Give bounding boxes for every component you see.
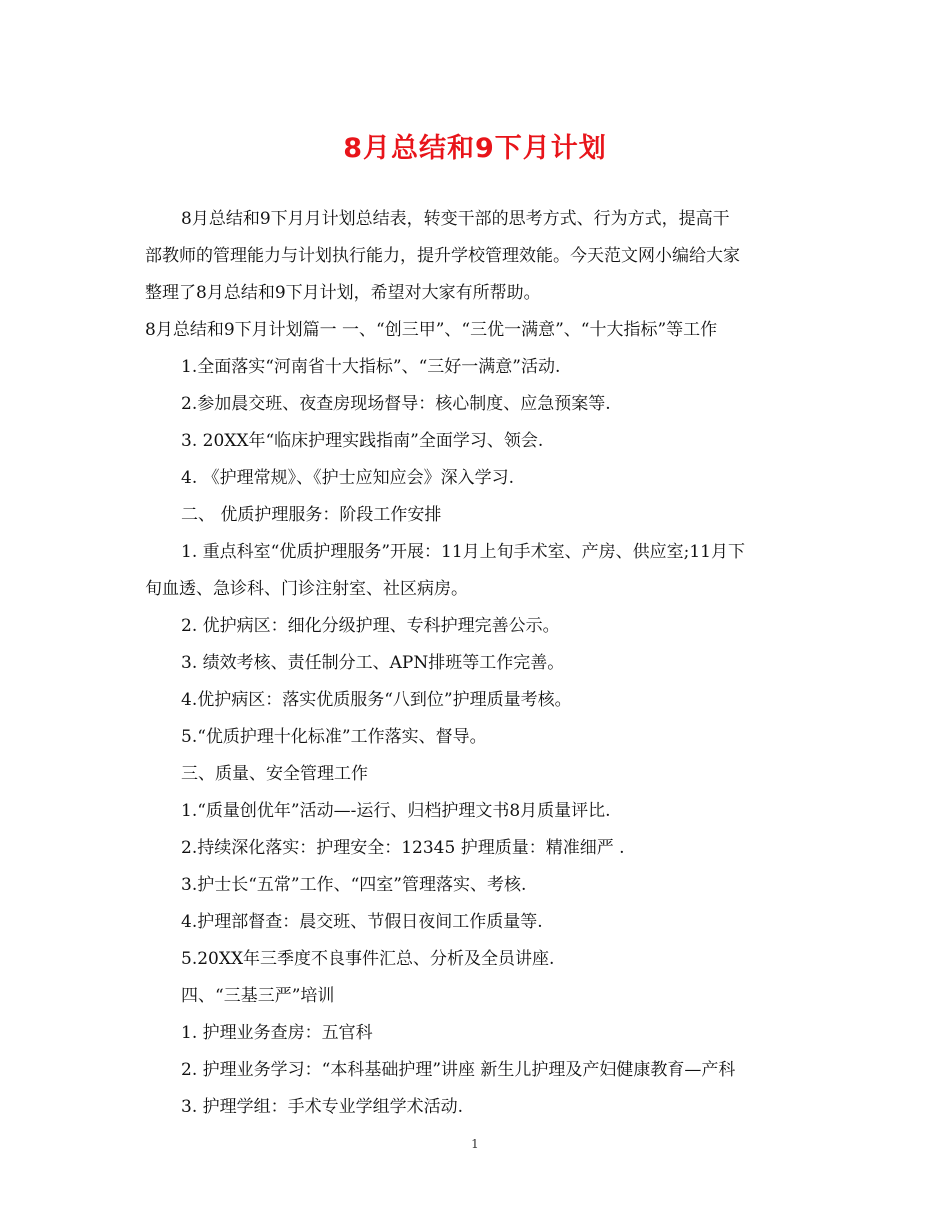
text-line: 8月总结和9下月计划篇一 一、“创三甲”、“三优一满意”、“十大指标”等工作 [145, 320, 718, 340]
text-line: 4. 《护理常规》、《护士应知应会》深入学习. [181, 468, 515, 488]
intro-line: 整理了8月总结和9下月计划，希望对大家有所帮助。 [145, 283, 541, 303]
document-title: 8月总结和9下月计划 [343, 133, 607, 164]
page-number: 1 [471, 1137, 479, 1151]
body-text [145, 312, 805, 1126]
text-line: 5.20XX年三季度不良事件汇总、分析及全员讲座. [181, 949, 555, 969]
text-line: 1.“质量创优年”活动—-运行、归档护理文书8月质量评比. [181, 801, 611, 821]
text-line: 2.持续深化落实：护理安全：12345 护理质量：精准细严 . [181, 838, 625, 858]
intro-paragraph [145, 201, 805, 312]
text-line: 3. 绩效考核、责任制分工、APN排班等工作完善。 [181, 653, 565, 673]
intro-line: 部教师的管理能力与计划执行能力，提升学校管理效能。今天范文网小编给大家 [145, 246, 740, 266]
text-line: 3. 护理学组：手术专业学组学术活动. [181, 1097, 464, 1117]
text-line: 旬血透、急诊科、门诊注射室、社区病房。 [145, 579, 468, 599]
text-line: 2.参加晨交班、夜查房现场督导：核心制度、应急预案等. [181, 394, 611, 414]
section-heading: 四、“三基三严”培训 [181, 986, 335, 1006]
text-line: 1.全面落实“河南省十大指标”、“三好一满意”活动. [181, 357, 561, 377]
text-line: 1. 重点科室“优质护理服务”开展：11月上旬手术室、产房、供应室;11月下 [181, 542, 745, 562]
text-line: 1. 护理业务查房：五官科 [181, 1023, 373, 1043]
text-line: 4.优护病区：落实优质服务“八到位”护理质量考核。 [181, 690, 572, 710]
section-heading: 二、 优质护理服务：阶段工作安排 [181, 505, 442, 525]
section-heading: 三、质量、安全管理工作 [181, 764, 368, 784]
text-line: 2. 优护病区：细化分级护理、专科护理完善公示。 [181, 616, 560, 636]
text-line: 3. 20XX年“临床护理实践指南”全面学习、领会. [181, 431, 544, 451]
text-line: 5.“优质护理十化标准”工作落实、督导。 [181, 727, 487, 747]
text-line: 4.护理部督查：晨交班、节假日夜间工作质量等. [181, 912, 543, 932]
intro-line: 8月总结和9下月月计划总结表，转变干部的思考方式、行为方式，提高干 [181, 209, 730, 229]
text-line: 3.护士长“五常”工作、“四室”管理落实、考核. [181, 875, 527, 895]
text-line: 2. 护理业务学习：“本科基础护理”讲座 新生儿护理及产妇健康教育—产科 [181, 1060, 736, 1080]
